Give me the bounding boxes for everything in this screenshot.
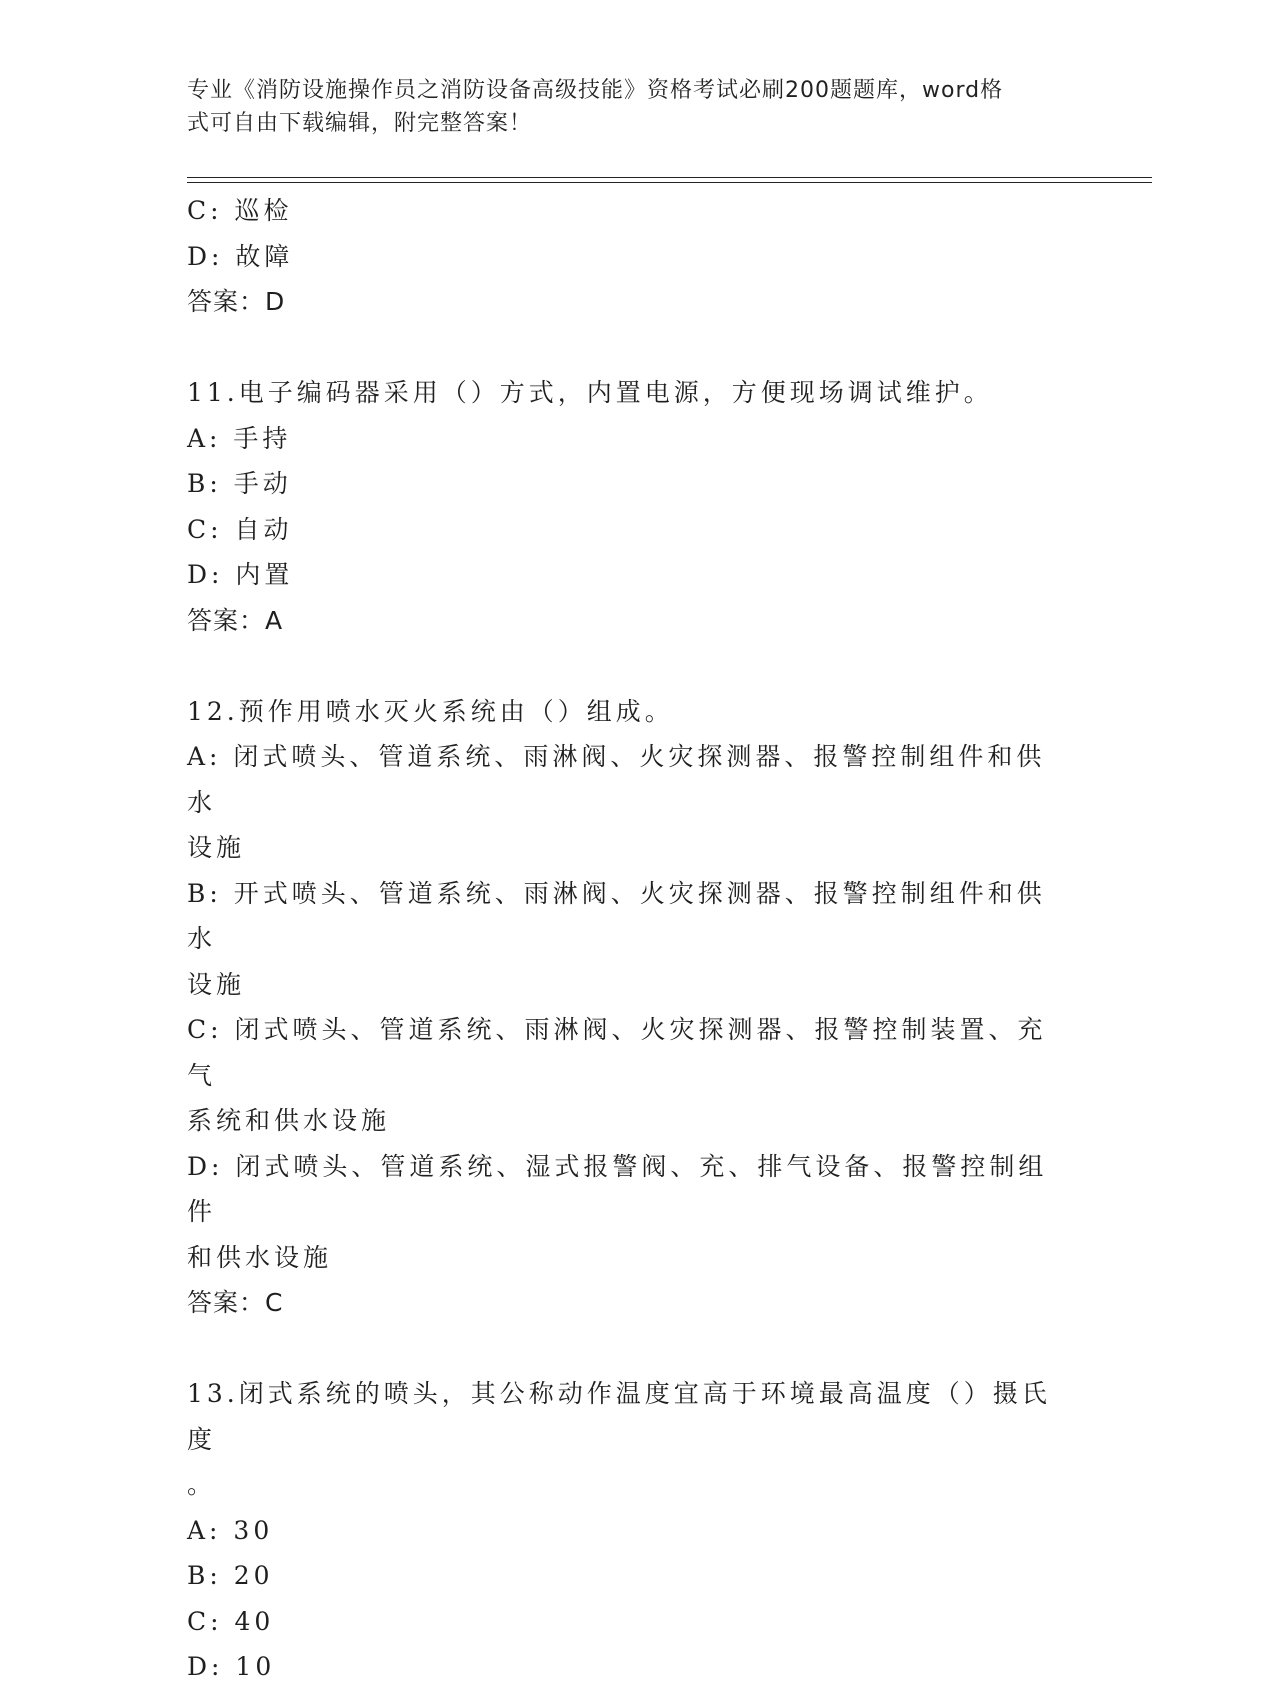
answer-line: 答案：C — [187, 1288, 284, 1317]
spacer — [187, 643, 1067, 689]
option-a: A: 闭式喷头、管道系统、雨淋阀、火灾探测器、报警控制组件和供水 — [187, 742, 1046, 817]
question-stem: 13.闭式系统的喷头，其公称动作温度宜高于环境最高温度（）摄氏度 — [187, 1379, 1051, 1454]
spacer — [187, 325, 1067, 371]
question-stem: 11.电子编码器采用（）方式，内置电源，方便现场调试维护。 — [187, 378, 993, 407]
spacer — [187, 1326, 1067, 1372]
header-divider-top — [187, 177, 1152, 178]
option-c: C: 40 — [187, 1606, 275, 1636]
option-c-continued: 系统和供水设施 — [187, 1106, 391, 1135]
document-header — [187, 74, 1067, 140]
option-d: D: 故障 — [187, 241, 294, 271]
option-b-continued: 设施 — [187, 969, 246, 999]
question-13 — [187, 1371, 1067, 1690]
option-d: D: 10 — [187, 1652, 276, 1681]
question-10-tail — [187, 188, 1067, 325]
question-content — [187, 188, 1067, 1690]
answer-line: 答案：A — [187, 605, 284, 635]
header-line-1: 专业《消防设施操作员之消防设备高级技能》资格考试必刷200题题库，word格 — [187, 78, 1004, 103]
option-d: D: 闭式喷头、管道系统、湿式报警阀、充、排气设备、报警控制组件 — [187, 1151, 1048, 1226]
answer-line: 答案：D — [187, 287, 286, 316]
option-a-continued: 设施 — [187, 833, 246, 862]
option-c: C: 闭式喷头、管道系统、雨淋阀、火灾探测器、报警控制装置、充气 — [187, 1015, 1047, 1090]
option-d-continued: 和供水设施 — [187, 1242, 333, 1272]
question-stem: 12.预作用喷水灭火系统由（）组成。 — [187, 696, 674, 726]
header-divider-bottom — [187, 182, 1152, 183]
document-page — [187, 0, 1087, 1681]
option-b: B: 开式喷头、管道系统、雨淋阀、火灾探测器、报警控制组件和供水 — [187, 878, 1046, 953]
question-12 — [187, 689, 1067, 1326]
option-d: D: 内置 — [187, 560, 294, 589]
option-b: B: 手动 — [187, 469, 292, 498]
option-a: A: 30 — [187, 1515, 274, 1545]
option-a: A: 手持 — [187, 423, 292, 453]
option-c: C: 自动 — [187, 514, 293, 544]
option-c: C: 巡检 — [187, 196, 293, 225]
header-line-2: 式可自由下载编辑，附完整答案！ — [187, 111, 533, 136]
question-stem-continued: 。 — [187, 1470, 217, 1499]
option-b: B: 20 — [187, 1561, 274, 1590]
question-11 — [187, 370, 1067, 643]
